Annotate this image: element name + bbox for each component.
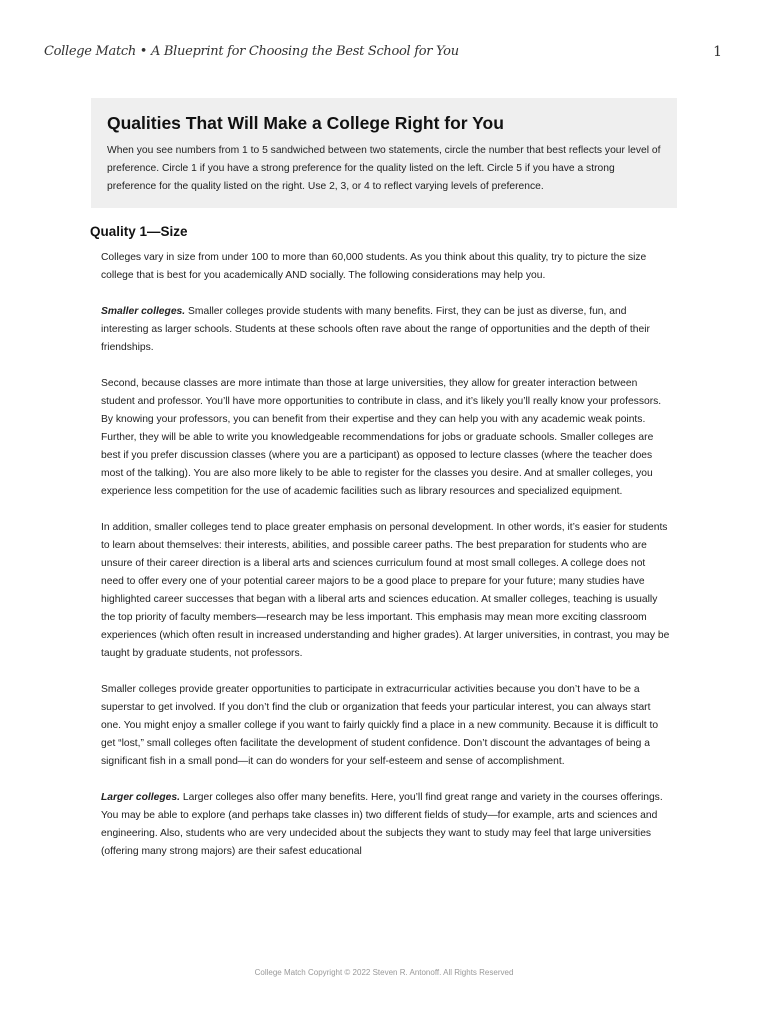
paragraph-text: Colleges vary in size from under 100 to more than 60,000 students. As you think about this quality, try to picture the size college that is best for you academically AND socially. The following considerations may help you.: [101, 252, 647, 281]
paragraph: [101, 681, 671, 771]
paragraph-lead: Larger colleges.: [101, 792, 180, 803]
paragraph-lead: Smaller colleges.: [101, 306, 186, 317]
paragraph-text: Smaller colleges provide students with many benefits. First, they can be just as diverse, fun, and interesting as larger schools. Students at these schools often rave about the range of opportunities and the depth of their friendships.: [101, 306, 650, 353]
paragraph: [101, 303, 671, 357]
paragraph-text: In addition, smaller colleges tend to place greater emphasis on personal development. In other words, it’s easier for students to learn about themselves: their interests, abilities, and possible career paths. The best preparation for students who are unsure of their career direction is a liberal arts and sciences curriculum found at most small colleges. A college does not need to offer every one of your potential career majors to be a good place to prepare for your future; many studies have highlighted career successes that began with a liberal arts and sciences education. At smaller colleges, teaching is usually the top priority of faculty members—research may be less important. This emphasis may mean more exciting classroom experiences (which often result in increased understanding and higher grades). At larger universities, in contrast, you may be taught by graduate students, not professors.: [101, 522, 670, 659]
paragraph-text: Larger colleges also offer many benefits. Here, you’ll find great range and variety in the courses offerings. You may be able to explore (and perhaps take classes in) two different fields of study—for example, arts and sciences and engineering. Also, students who are very undecided about the subjects they want to study may feel that large universities (offering many strong majors) are their safest educational: [101, 792, 663, 857]
intro-body: When you see numbers from 1 to 5 sandwiched between two statements, circle the number that best reflects your level of preference. Circle 1 if you have a strong preference for the quality listed on the left. Circle 5 if you have a strong preference for the quality listed on the right. Use 2, 3, or 4 to reflect varying levels of preference.: [107, 145, 661, 192]
paragraph: [101, 789, 671, 861]
running-header: College Match • A Blueprint for Choosing the Best School for You: [44, 44, 459, 59]
paragraph-text: Second, because classes are more intimate than those at large universities, they allow for greater interaction between student and professor. You’ll have more opportunities to contribute in class, and it’s likely you’ll really know your professors. By knowing your professors, you can benefit from their expertise and they can help you with any academic weak points. Further, they will be able to write you knowledgeable recommendations for jobs or graduate schools. Smaller colleges are best if you prefer discussion classes (where you are a participant) as opposed to lecture classes (where the teacher does most of the talking). You are also more likely to be able to register for the classes you desire. And at smaller colleges, you experience less competition for the use of academic facilities such as library resources and specialized equipment.: [101, 378, 662, 497]
body-text: [101, 249, 671, 879]
intro-box: [91, 98, 677, 208]
paragraph: [101, 375, 671, 501]
paragraph: [101, 519, 671, 663]
section-heading: Quality 1—Size: [90, 224, 188, 239]
intro-title: Qualities That Will Make a College Right for You: [107, 113, 504, 133]
paragraph: [101, 249, 671, 285]
footer-copyright: College Match Copyright © 2022 Steven R. Antonoff. All Rights Reserved: [254, 968, 514, 977]
page-number: 1: [713, 44, 722, 60]
paragraph-text: Smaller colleges provide greater opportunities to participate in extracurricular activities because you don’t have to be a superstar to get involved. If you don’t find the club or organization that feeds your particular interest, you can always start one. You might enjoy a smaller college if you want to fairly quickly find a place in a new community. Because it is difficult to get “lost,” small colleges often facilitate the development of student confidence. Don’t discount the advantages of being a significant fish in a small pond—it can do wonders for your self-esteem and sense of accomplishment.: [101, 684, 659, 767]
